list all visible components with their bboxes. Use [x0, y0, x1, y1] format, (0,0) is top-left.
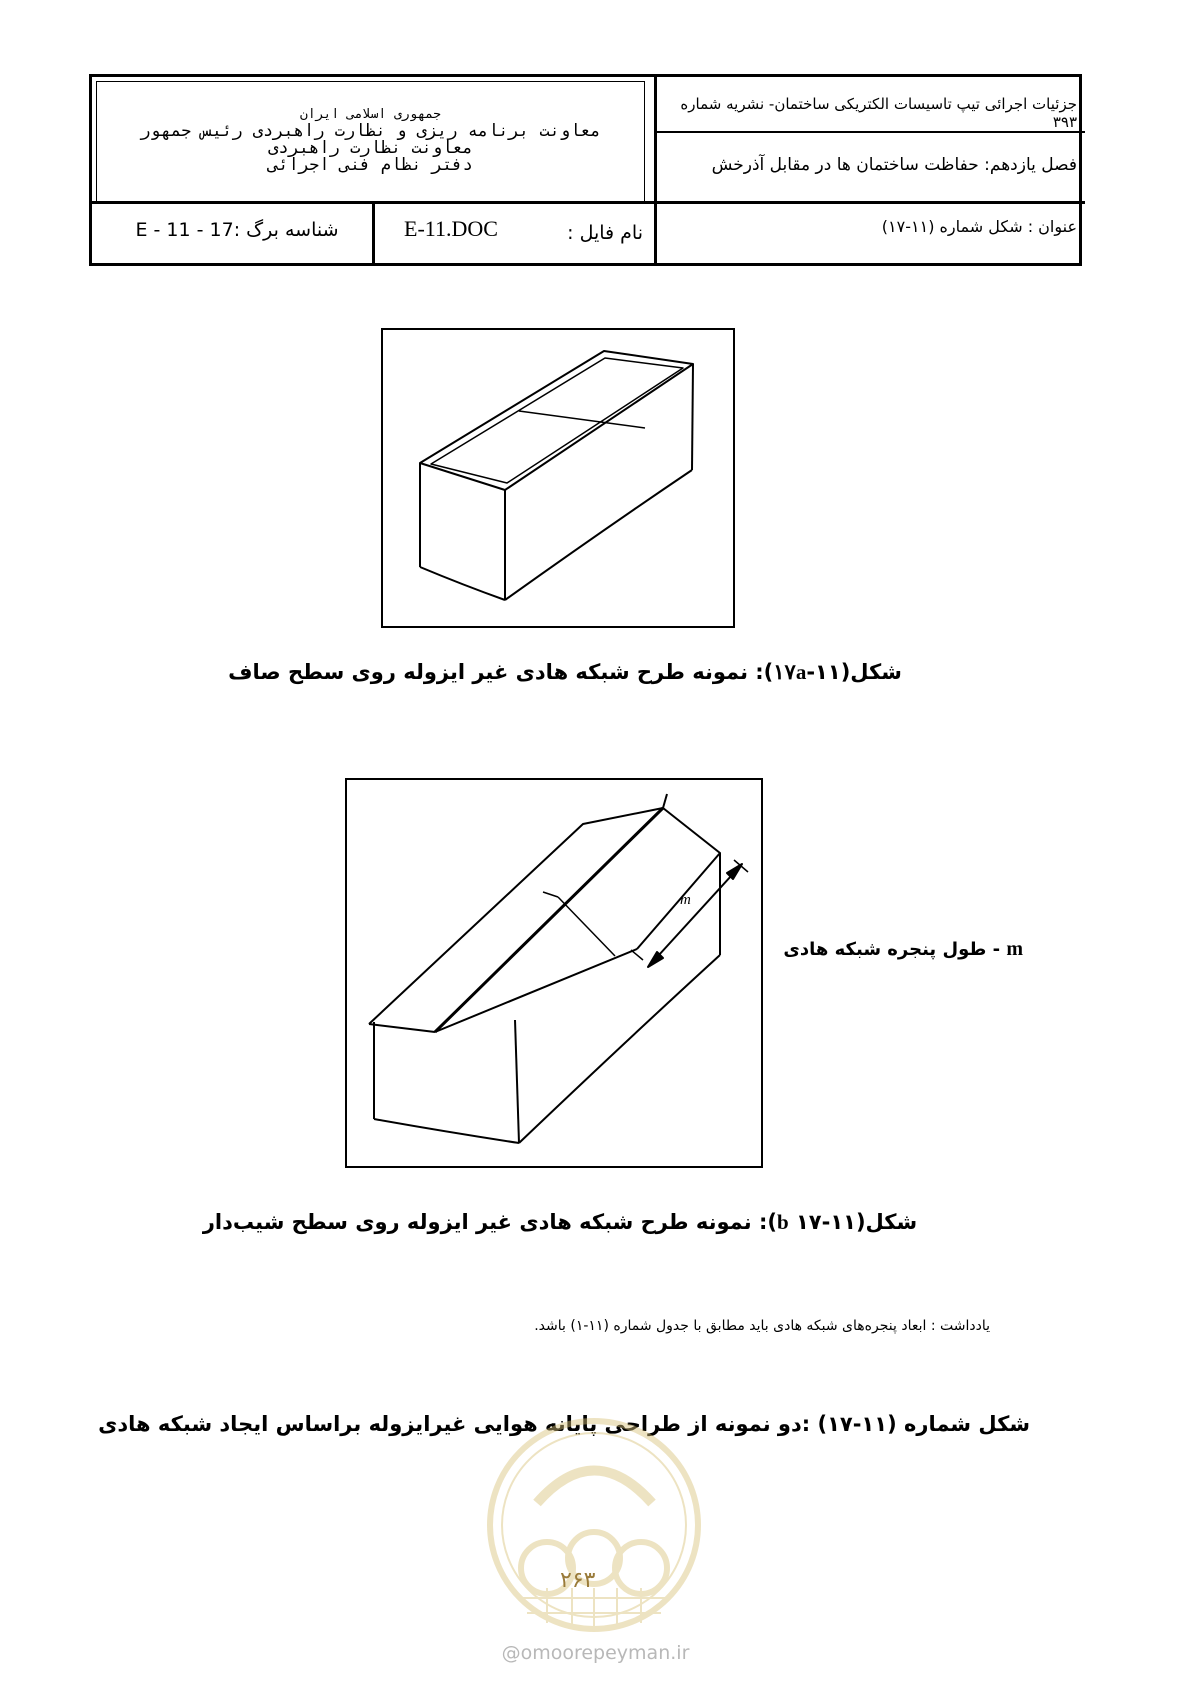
header-divider-file [372, 201, 375, 263]
flat-roof-outline [420, 351, 693, 490]
org-line-3: معاونت نظارت راهبردی [268, 138, 473, 158]
dimension-arrow-line [648, 864, 742, 967]
file-name-value: E-11.DOC [404, 216, 498, 241]
at-icon: @ [501, 1642, 521, 1664]
flat-roof-building-drawing [383, 330, 733, 626]
header-divider-vertical [654, 77, 657, 263]
main-figure-caption: شکل شماره (۱۱-۱۷) :دو نمونه از طراحی پایانه هوایی غیرایزوله براساس ایجاد شبکه هادی [98, 1412, 1030, 1436]
wall-base-right [519, 955, 720, 1143]
wall-base-left [374, 1119, 519, 1143]
roof-mesh-divider [558, 897, 615, 956]
caption-a-code: ۱۷a [773, 660, 807, 684]
legend-text: - طول پنجره شبکه هادی [783, 939, 1001, 960]
figure-b-caption [180, 1210, 940, 1235]
legend-letter: m [1006, 938, 1023, 960]
wall-edge-right [692, 364, 693, 470]
caption-a-prefix: شکل(۱۱- [806, 660, 902, 684]
caption-b-text: ): نمونه طرح شبکه هادی غیر ایزوله روی سطح شیب‌دار [202, 1210, 777, 1234]
header-divider-right [657, 131, 1085, 133]
org-line-2: معاونت برنامه ریزی و نظارت راهبردی رئیس جمهور [140, 121, 601, 141]
figure-a-frame [381, 328, 735, 628]
dimension-tick-lower [631, 950, 643, 960]
ridge-tip [663, 794, 667, 808]
note-line: یادداشت : ابعاد پنجره‌های شبکه هادی باید مطابق با جدول شماره (۱۱-۱) باشد. [534, 1318, 990, 1334]
watermark-seal [487, 1418, 701, 1632]
sheet-id: شناسه برگ :17 - 11 - E [135, 219, 339, 241]
roof-mesh-divider-back [543, 892, 558, 897]
wall-base-right [505, 470, 692, 600]
roof-back-slope [369, 808, 663, 1024]
gable-base [369, 1024, 435, 1032]
footer-url[interactable] [0, 1642, 1191, 1664]
seal-logo-icon [487, 1418, 701, 1632]
chapter-title: فصل یازدهم: حفاظت ساختمان ها در مقابل آذرخش [711, 155, 1077, 175]
organization-block [96, 81, 645, 203]
page-number: ۲۶۳ [560, 1567, 596, 1592]
caption-b-code: b [776, 1210, 789, 1234]
roof-front-slope-end [637, 808, 720, 949]
org-line-4: دفتر نظام فنی اجرائی [268, 155, 473, 175]
pitched-roof-building-drawing [347, 780, 761, 1166]
roof-eave-front [435, 949, 637, 1032]
figure-a-caption [200, 660, 930, 685]
roof-mesh-divider [519, 411, 645, 428]
header-table [89, 74, 1082, 266]
roof-ridge [435, 808, 663, 1032]
wall-edge-front [515, 1020, 519, 1143]
footer-url-text[interactable]: omoorepeyman.ir [520, 1642, 690, 1664]
dimension-label-m: m [680, 892, 691, 908]
document-title: عنوان : شکل شماره (۱۱-۱۷) [881, 217, 1077, 236]
publication-line: جزئیات اجرائی تیپ تاسیسات الکتریکی ساختمان- نشریه شماره ۳۹۳ [680, 95, 1077, 131]
figure-b-frame [345, 778, 763, 1168]
roof-mesh-inner [431, 358, 683, 483]
figure-b-legend [778, 938, 1023, 961]
wall-base-left [420, 567, 505, 600]
org-line-1: جمهوری اسلامی ایران [300, 107, 441, 122]
caption-a-text: ): نمونه طرح شبکه هادی غیر ایزوله روی سطح صاف [228, 660, 774, 684]
caption-b-prefix: شکل(۱۱- [821, 1210, 918, 1234]
file-name-label: نام فایل : [567, 222, 643, 244]
caption-b-number: ۱۷ [795, 1210, 822, 1234]
